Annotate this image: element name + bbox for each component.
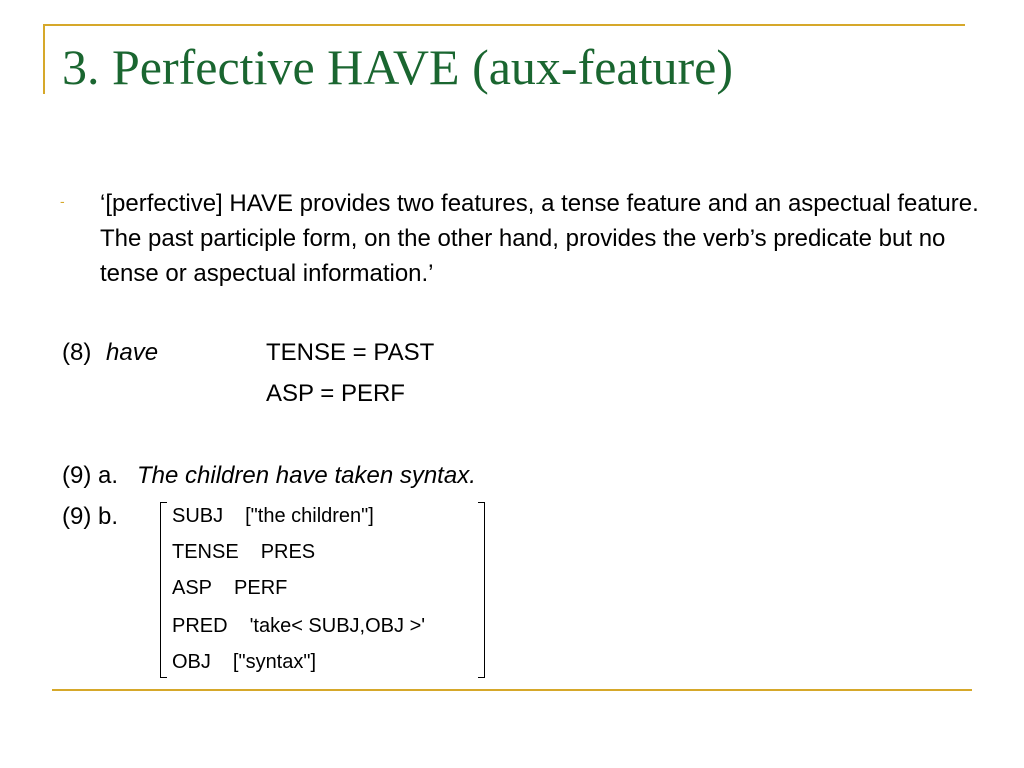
fs-row-obj [172,650,316,674]
example-8-tense: TENSE = PAST [266,339,435,366]
fs-value: ["syntax"] [232,651,317,673]
fs-attr: PRED [172,615,228,637]
example-9b-label: (9) b. [62,503,119,530]
left-bracket [160,502,167,678]
quote-bullet: ‘[perfective] HAVE provides two features, a tense feature and an aspectual feature. The past participle form, on the other hand, provides the verb’s predicate but no tense or aspectual information.’ [100,190,979,287]
fs-row-pred [172,614,425,638]
example-8-asp: ASP = PERF [266,380,405,407]
bullet-marker: - [60,193,65,209]
example-9a-label: (9) a. [62,462,119,489]
fs-attr: ASP [172,577,213,599]
fs-value: 'take< SUBJ,OBJ >' [249,615,426,637]
example-8-word: have [106,339,159,366]
right-bracket [478,502,485,678]
fs-value: PERF [234,577,288,599]
fs-row-asp [172,576,287,600]
example-8-number: (8) [62,339,92,366]
slide-title: 3. Perfective HAVE (aux-feature) [62,39,733,95]
fs-row-tense [172,540,315,564]
left-rule [43,24,45,94]
fs-row-subj [172,504,374,528]
top-rule [43,24,965,26]
example-9a-sentence: The children have taken syntax. [137,462,476,489]
fs-value: PRES [260,541,316,563]
fs-attr: SUBJ [172,505,224,527]
fs-attr: OBJ [172,651,211,673]
fs-attr: TENSE [172,541,239,563]
fs-value: ["the children"] [245,505,374,527]
bottom-rule [52,689,972,691]
f-structure-matrix [160,500,485,680]
